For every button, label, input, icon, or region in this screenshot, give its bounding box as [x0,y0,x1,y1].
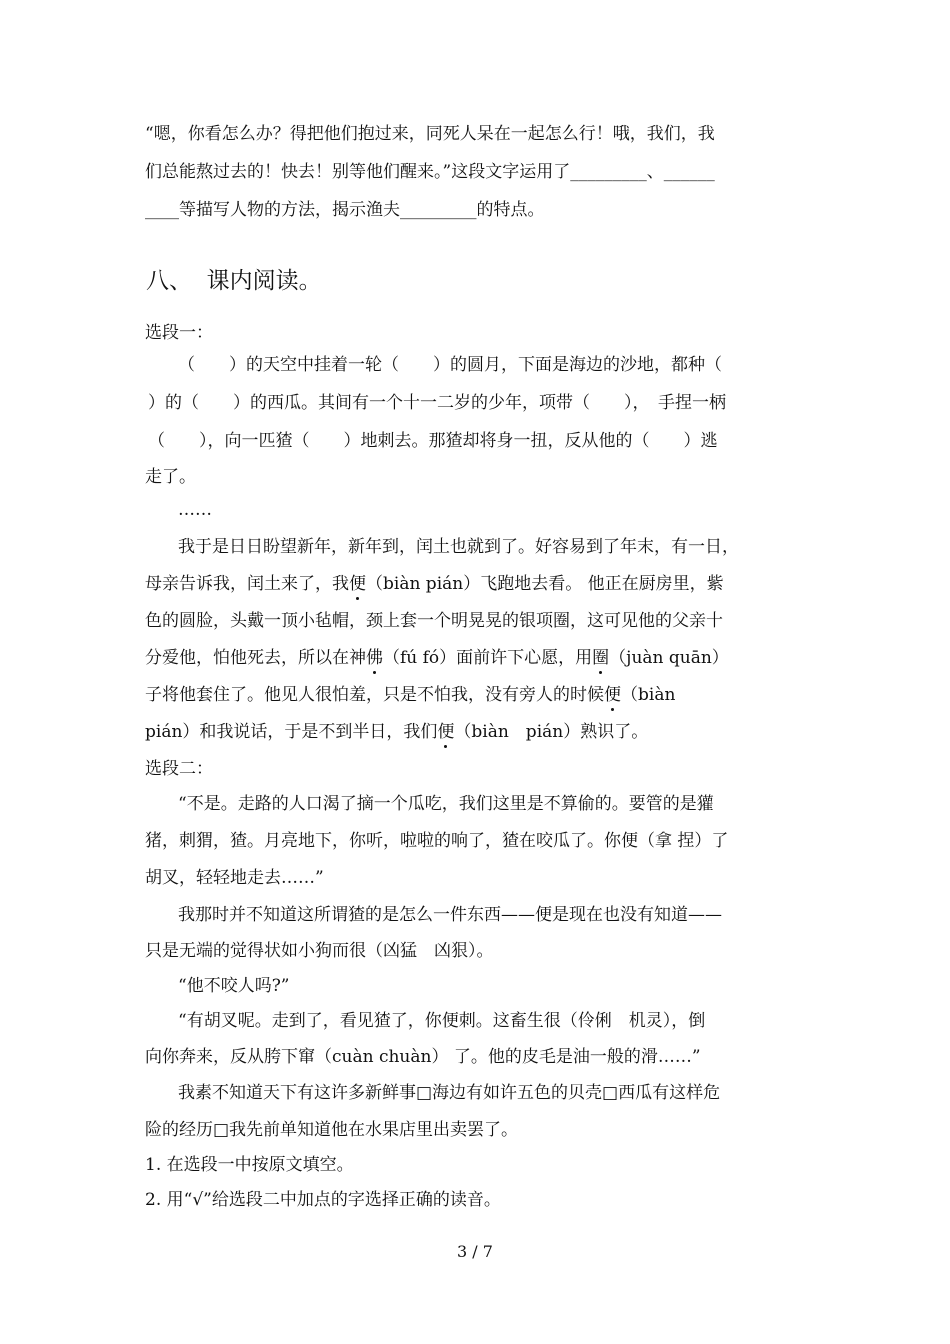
excerpt-2-line: 猪，刺猬，猹。月亮地下，你听，啦啦的响了，猹在咬瓜了。你便（拿 捏）了 [145,831,729,851]
text-span: （biàn [621,685,676,705]
question-2: 2. 用“√”给选段二中加点的字选择正确的读音。 [145,1190,501,1210]
intro-line-3: ____等描写人物的方法，揭示渔夫_________的特点。 [145,200,545,220]
excerpt-2-label: 选段二： [145,759,213,779]
excerpt-1-line: ）的（ ）的西瓜。其间有一个十一二岁的少年，项带（ ）， 手捏一柄 [148,393,726,413]
dotted-char: 圈 [592,648,610,668]
dotted-char: 便 [437,722,455,742]
dotted-char: 佛 [366,648,383,668]
intro-line-2: 们总能熬过去的！快去！别等他们醒来。”这段文字运用了_________、______ [145,162,715,182]
passage-line [145,722,648,742]
excerpt-2-line: 我素不知道天下有这许多新鲜事□海边有如许五色的贝壳□西瓜有这样危 [178,1083,721,1103]
excerpt-2-line: “不是。走路的人口渴了摘一个瓜吃，我们这里是不算偷的。要管的是獾 [178,794,714,814]
text-span: （fú fó）面前许下心愿，用 [383,648,593,668]
text-span: pián）和我说话，于是不到半日，我们 [145,722,438,742]
excerpt-1-line: （ ），向一匹猹（ ）地刺去。那猹却将身一扭，反从他的（ ）逃 [148,431,718,451]
passage-line [145,574,724,594]
section-heading: 八、 课内阅读。 [146,268,322,294]
text-span: （juàn quān） [609,648,729,668]
excerpt-2-line: “他不咬人吗?” [178,976,290,996]
excerpt-2-line: 胡叉，轻轻地走去……” [145,868,324,888]
text-span: （biàn pián）熟识了。 [454,722,649,742]
passage-line: 色的圆脸，头戴一顶小毡帽，颈上套一个明晃晃的银项圈，这可见他的父亲十 [145,611,723,631]
text-span: 子将他套住了。他见人很怕羞，只是不怕我，没有旁人的时候 [145,685,604,705]
excerpt-1-line: 走了。 [145,467,196,487]
excerpt-2-line: 我那时并不知道这所谓猹的是怎么一件东西——便是现在也没有知道—— [178,905,722,925]
text-span: （biàn pián）飞跑地去看。 他正在厨房里，紫 [366,574,724,594]
page-number: 3 / 7 [457,1242,493,1261]
passage-line: 我于是日日盼望新年，新年到，闰土也就到了。好容易到了年末，有一日， [178,537,739,557]
excerpt-2-line: “有胡叉呢。走到了，看见猹了，你便刺。这畜生很（伶俐 机灵），倒 [178,1011,706,1031]
excerpt-1-label: 选段一： [145,323,213,343]
text-span: 母亲告诉我，闰土来了，我 [145,574,349,594]
dotted-char: 便 [349,574,366,594]
excerpt-1-line: （ ）的天空中挂着一轮（ ）的圆月，下面是海边的沙地，都种（ [178,355,722,375]
ellipsis: …… [178,500,212,520]
dotted-char: 便 [604,685,621,705]
intro-line-1: “嗯，你看怎么办？得把他们抱过来，同死人呆在一起怎么行！哦，我们，我 [145,124,715,144]
excerpt-2-line: 险的经历□我先前单知道他在水果店里出卖罢了。 [145,1120,519,1140]
passage-line [145,685,675,705]
question-1: 1. 在选段一中按原文填空。 [145,1155,354,1175]
excerpt-2-line: 只是无端的觉得状如小狗而很（凶猛 凶狠）。 [145,941,494,961]
excerpt-2-line: 向你奔来，反从胯下窜（cuàn chuàn） 了。他的皮毛是油一般的滑……” [145,1047,701,1067]
passage-line [145,648,729,668]
text-span: 分爱他，怕他死去，所以在神 [145,648,366,668]
